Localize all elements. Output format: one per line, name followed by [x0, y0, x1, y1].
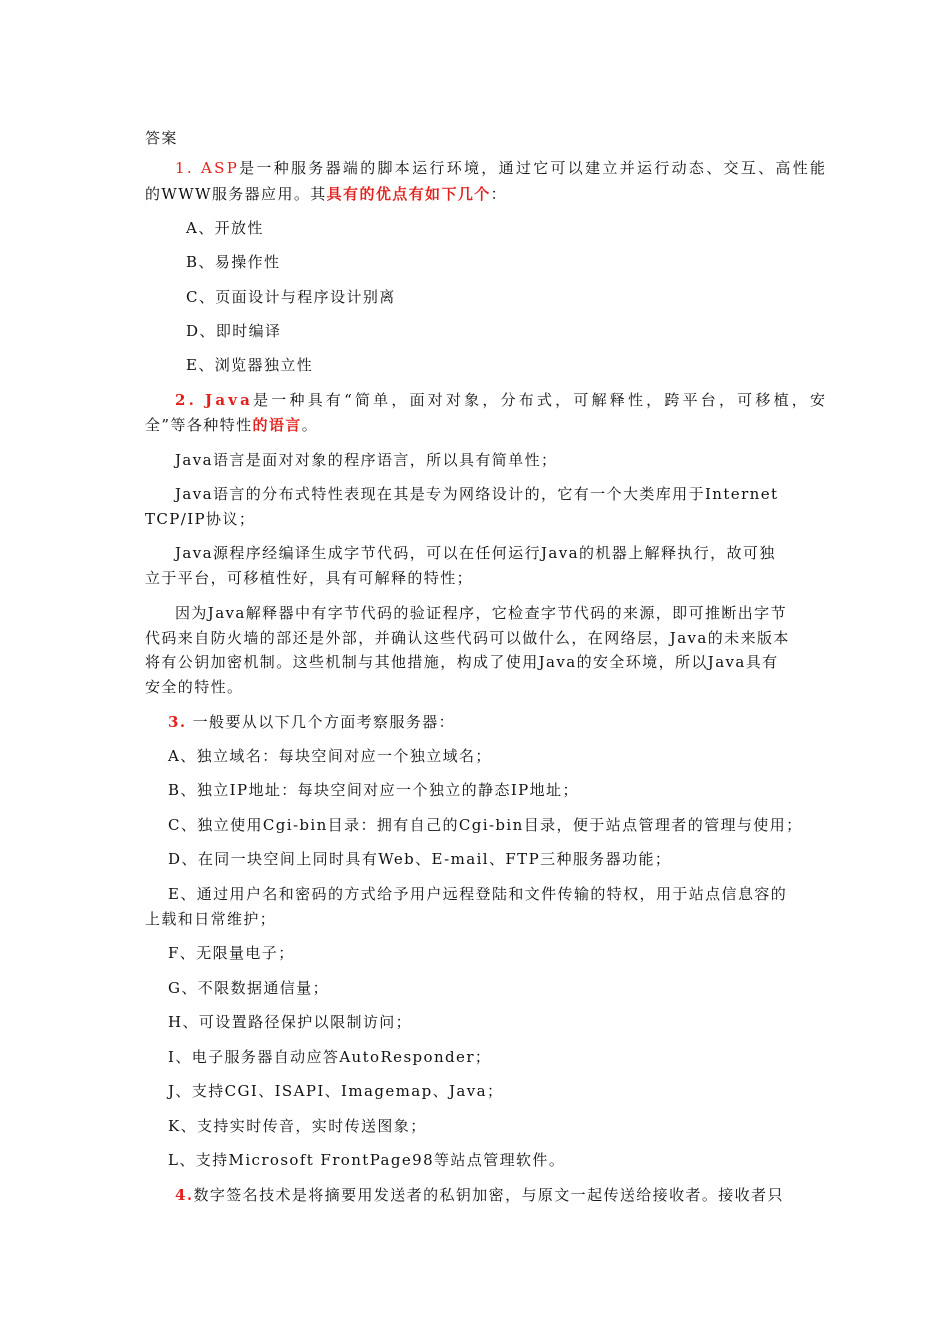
q1-term: ASP: [201, 159, 240, 177]
q3-item: E、通过用户名和密码的方式给予用户远程登陆和文件传输的特权，用于站点信息容的: [168, 885, 788, 903]
q1-option: C、页面设计与程序设计别离: [186, 288, 396, 306]
q1-option: E、浏览器独立性: [186, 356, 314, 374]
q3-item-continued: 上载和日常维护；: [145, 910, 277, 928]
q3-item: J、支持CGI、ISAPI、Imagemap、Java；: [168, 1082, 504, 1100]
q2-paragraph-1: Java语言是面对对象的程序语言，所以具有简单性；: [175, 451, 558, 469]
q3-item: F、无限量电子；: [168, 944, 295, 962]
q1-number: 1.: [175, 159, 194, 177]
q1-option: B、易操作性: [186, 253, 281, 271]
q1-option: A、开放性: [186, 219, 264, 237]
answer-heading: 答案: [145, 129, 178, 147]
q4-line-1: 4.数字签名技术是将摘要用发送者的私钥加密，与原文一起传送给接收者。接收者只: [175, 1186, 784, 1204]
q3-item: G、不限数据通信量；: [168, 979, 329, 997]
q3-item: L、支持Microsoft FrontPage98等站点管理软件。: [168, 1151, 566, 1169]
q2-number: 2.: [175, 391, 198, 409]
q2-paragraph-2-line-2: TCP/IP协议；: [145, 510, 256, 528]
q3-number: 3.: [168, 713, 187, 731]
q3-item: C、独立使用Cgi-bin目录：拥有自己的Cgi-bin目录，便于站点管理者的管理与使用；: [168, 816, 803, 834]
q2-highlight: 的语言: [252, 416, 302, 434]
q1-option: D、即时编译: [186, 322, 282, 340]
q2-paragraph-4-line-1: 因为Java解释器中有字节代码的验证程序，它检查字节代码的来源，即可推断出字节: [175, 604, 787, 622]
q2-term: Java: [205, 391, 254, 409]
q2-line-2: 全”等各种特性的语言。: [145, 416, 319, 434]
q2-line-1: 2. Java是一种具有“简单，面对对象，分布式，可解释性，跨平台，可移植，安: [175, 391, 829, 409]
q3-item: I、电子服务器自动应答AutoResponder；: [168, 1048, 492, 1066]
q1-highlight: 具有的优点有如下几个: [326, 185, 491, 203]
q3-item: B、独立IP地址：每块空间对应一个独立的静态IP地址；: [168, 781, 579, 799]
q3-intro: 3. 一般要从以下几个方面考察服务器：: [168, 713, 456, 731]
q3-item: A、独立域名：每块空间对应一个独立域名；: [168, 747, 492, 765]
q2-paragraph-4-line-3: 将有公钥加密机制。这些机制与其他措施，构成了使用Java的安全环境，所以Java具有: [145, 653, 779, 671]
q2-paragraph-4-line-4: 安全的特性。: [145, 678, 244, 696]
q2-paragraph-2-line-1: Java语言的分布式特性表现在其是专为网络设计的，它有一个大类库用于Internet: [175, 485, 779, 503]
q2-paragraph-4-line-2: 代码来自防火墙的部还是外部，并确认这些代码可以做什么，在网络层，Java的未来版本: [145, 629, 790, 647]
q3-item: K、支持实时传音，实时传送图象；: [168, 1117, 427, 1135]
q2-paragraph-3-line-1: Java源程序经编译生成字节代码，可以在任何运行Java的机器上解释执行，故可独: [175, 544, 776, 562]
q1-line-1: 1. ASP是一种服务器端的脚本运行环境，通过它可以建立并运行动态、交互、高性能: [175, 159, 828, 177]
q1-line-2: 的WWW服务器应用。其具有的优点有如下几个：: [145, 185, 508, 203]
q3-item: D、在同一块空间上同时具有Web、E-mail、FTP三种服务器功能；: [168, 850, 672, 868]
q2-paragraph-3-line-2: 立于平台，可移植性好，具有可解释的特性；: [145, 569, 474, 587]
q4-number: 4.: [175, 1186, 194, 1204]
q3-item: H、可设置路径保护以限制访问；: [168, 1013, 413, 1031]
